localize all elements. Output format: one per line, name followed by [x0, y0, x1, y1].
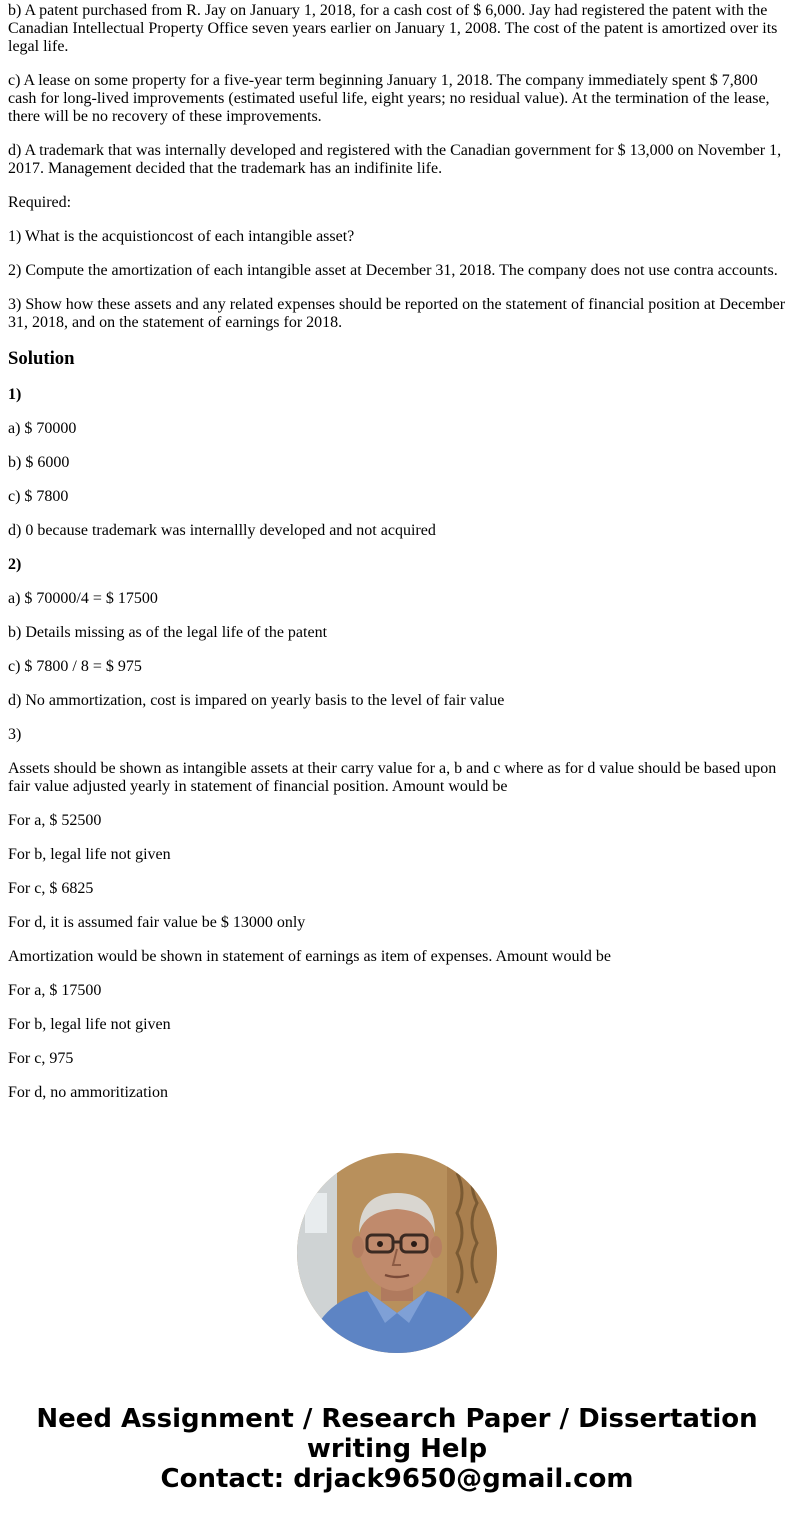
- solution-part3-label: 3): [8, 726, 22, 743]
- solution-part3-expense-line: For a, $ 17500: [8, 982, 102, 999]
- solution-part3-asset-line: For a, $ 52500: [8, 812, 102, 829]
- solution-part2-label: 2): [8, 556, 22, 573]
- solution-part2-line: a) $ 70000/4 = $ 17500: [8, 590, 158, 607]
- promo-line-1: Need Assignment / Research Paper / Dissertation: [36, 1404, 758, 1434]
- promo-contact: Contact: drjack9650@gmail.com: [160, 1464, 634, 1494]
- question-part-d: d) A trademark that was internally developed and registered with the Canadian government for $ 13,000 on November 1, 2017. Management decided that the trademark has an indifinite life.: [8, 142, 782, 177]
- solution-part3-asset-line: For d, it is assumed fair value be $ 13000 only: [8, 914, 306, 931]
- solution-part3-expense-line: For d, no ammoritization: [8, 1084, 168, 1101]
- promo-line-2: writing Help: [306, 1434, 488, 1464]
- tutor-avatar: [297, 1153, 497, 1353]
- solution-part3-asset-line: For c, $ 6825: [8, 880, 94, 897]
- promo-banner: [0, 1404, 794, 1494]
- solution-part3-intro: Assets should be shown as intangible assets at their carry value for a, b and c where as for d value should be based upon fair value adjusted yearly in statement of financial position. Amount would be: [8, 760, 777, 795]
- solution-heading: Solution: [8, 348, 75, 369]
- solution-part2-line: b) Details missing as of the legal life of the patent: [8, 624, 328, 641]
- solution-part3-expense-intro: Amortization would be shown in statement of earnings as item of expenses. Amount would be: [8, 948, 611, 965]
- solution-part1-line: d) 0 because trademark was internallly developed and not acquired: [8, 522, 436, 539]
- solution-part1-label: 1): [8, 386, 22, 403]
- solution-part1-line: a) $ 70000: [8, 420, 77, 437]
- required-label: Required:: [8, 194, 72, 211]
- solution-part2-line: c) $ 7800 / 8 = $ 975: [8, 658, 142, 675]
- solution-part1-line: c) $ 7800: [8, 488, 69, 505]
- document-body: [8, 2, 788, 1118]
- solution-part1-line: b) $ 6000: [8, 454, 70, 471]
- solution-part3-expense-line: For b, legal life not given: [8, 1016, 171, 1033]
- solution-part3-asset-line: For b, legal life not given: [8, 846, 171, 863]
- required-item-2: 2) Compute the amortization of each intangible asset at December 31, 2018. The company does not use contra accounts.: [8, 262, 778, 279]
- question-part-c: c) A lease on some property for a five-year term beginning January 1, 2018. The company immediately spent $ 7,800 cash for long-lived improvements (estimated useful life, eight years; no residual value). At the termination of the lease, there will be no recovery of these improvements.: [8, 72, 770, 125]
- question-part-b: b) A patent purchased from R. Jay on January 1, 2018, for a cash cost of $ 6,000. Jay had registered the patent with the Canadian Intellectual Property Office seven years earlier on January 1, 2008. The cost of the patent is amortized over its legal life.: [8, 2, 778, 55]
- solution-part2-line: d) No ammortization, cost is impared on yearly basis to the level of fair value: [8, 692, 505, 709]
- solution-part3-expense-line: For c, 975: [8, 1050, 74, 1067]
- required-item-3: 3) Show how these assets and any related expenses should be reported on the statement of financial position at December 31, 2018, and on the statement of earnings for 2018.: [8, 296, 786, 331]
- required-item-1: 1) What is the acquistioncost of each intangible asset?: [8, 228, 355, 245]
